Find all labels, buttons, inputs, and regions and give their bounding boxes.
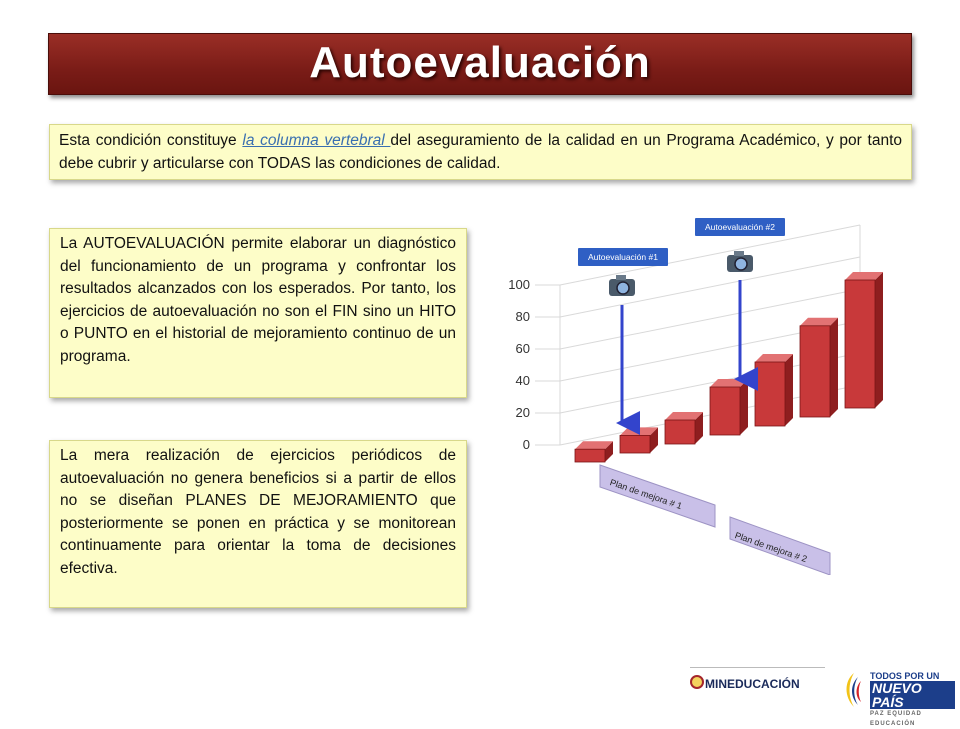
callout-label: Autoevaluación #1 xyxy=(588,252,658,262)
title-bar xyxy=(48,33,912,95)
autoevaluacion-textbox xyxy=(49,228,467,398)
chart-callouts xyxy=(578,218,785,423)
bar xyxy=(620,435,650,453)
mejoramiento-textbox xyxy=(49,440,467,608)
intro-text-start: Esta condición constituye xyxy=(59,132,243,149)
y-tick-label: 80 xyxy=(515,309,530,324)
y-tick-label: 60 xyxy=(515,341,530,356)
bar-chart xyxy=(490,205,930,575)
y-tick-label: 100 xyxy=(508,277,530,292)
page-title: Autoevaluación xyxy=(309,38,651,87)
y-tick-label: 20 xyxy=(515,405,530,420)
plan-ribbon-label: Plan de mejora # 2 xyxy=(733,530,809,565)
mejoramiento-text: La mera realización de ejercicios periódicos de autoevaluación no genera beneficios si a partir de ellos no se diseñan PLANES DE MEJORAMIENTO que posteriormente se ponen en práctica y se monitorean continuamente para orientar la toma de decisiones efectiva. xyxy=(60,447,456,577)
bar-side xyxy=(785,354,793,426)
callout-label: Autoevaluación #2 xyxy=(705,222,775,232)
footer-logos xyxy=(690,665,955,727)
footer-divider xyxy=(690,667,825,668)
slogan-sub: PAZ EQUIDAD EDUCACIÓN xyxy=(870,711,922,727)
mineducacion-logo: MINEDUCACIÓN xyxy=(705,677,800,691)
y-tick-label: 0 xyxy=(522,437,530,452)
chart-y-axis xyxy=(508,277,530,452)
y-tick-label: 40 xyxy=(515,373,530,388)
bar xyxy=(710,387,740,435)
colombia-seal-icon xyxy=(690,675,704,689)
intro-text-end: del aseguramiento de la calidad en un Programa Académico, y por tanto debe cubrir y articularse con TODAS las condiciones de calidad. xyxy=(59,132,902,172)
slogan-top: TODOS POR UN xyxy=(870,671,940,681)
bar xyxy=(845,280,875,408)
bar-side xyxy=(740,379,748,435)
camera-lens xyxy=(735,258,747,270)
chart-ribbons xyxy=(600,465,830,575)
flag-swoosh-icon xyxy=(840,671,862,709)
intro-textbox xyxy=(49,124,912,180)
bar xyxy=(665,420,695,444)
bar xyxy=(800,326,830,417)
bar xyxy=(755,362,785,426)
todos-por-un-nuevo-pais-logo xyxy=(870,671,955,729)
plan-ribbon-label: Plan de mejora # 1 xyxy=(608,477,684,512)
camera-icon-top xyxy=(616,275,626,280)
camera-icon-top xyxy=(734,251,744,256)
camera-lens xyxy=(617,282,629,294)
bar-side xyxy=(875,272,883,408)
autoevaluacion-text: La AUTOEVALUACIÓN permite elaborar un diagnóstico del funcionamiento de un programa y confrontar los resultados alcanzados con los esperados. Por tanto, los ejercicios de autoevaluación no son el FIN sino un HITO o PUNTO en el historial de mejoramiento continuo de un programa. xyxy=(60,235,456,365)
bar-side xyxy=(830,318,838,417)
slogan-main: NUEVO PAÍS xyxy=(870,681,955,709)
vertebral-link[interactable]: la columna vertebral xyxy=(242,132,391,149)
bar xyxy=(575,449,605,462)
